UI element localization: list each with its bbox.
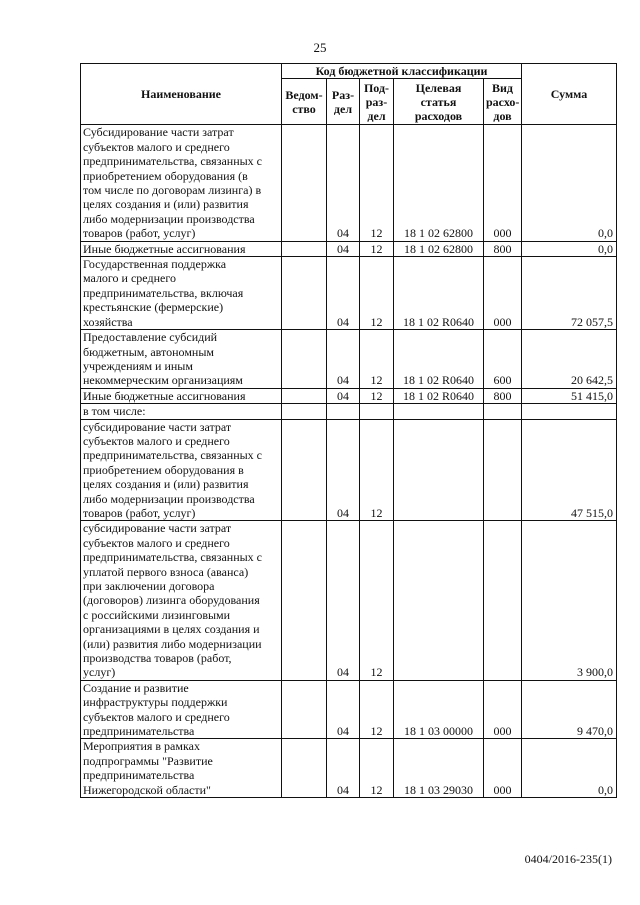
- table-row: [81, 330, 617, 389]
- row-sum: 51 415,0: [522, 388, 617, 403]
- row-statya: 18 1 02 R0640: [394, 257, 484, 330]
- row-sum: 3 900,0: [522, 521, 617, 680]
- row-vedomstvo: [282, 388, 327, 403]
- row-razdel: 04: [327, 241, 360, 256]
- row-vedomstvo: [282, 419, 327, 521]
- row-vedomstvo: [282, 521, 327, 680]
- row-sum: 47 515,0: [522, 419, 617, 521]
- row-statya: 18 1 02 R0640: [394, 388, 484, 403]
- row-vedomstvo: [282, 241, 327, 256]
- row-statya: 18 1 02 62800: [394, 125, 484, 241]
- row-sum: 20 642,5: [522, 330, 617, 389]
- row-name: Создание и развитие инфраструктуры поддержки субъектов малого и среднего предпринимательства: [81, 680, 282, 739]
- row-statya: 18 1 02 R0640: [394, 330, 484, 389]
- header-name: Наименование: [81, 64, 282, 125]
- row-vid: 800: [484, 388, 522, 403]
- table-row: [81, 680, 617, 739]
- row-statya: [394, 521, 484, 680]
- row-vid: 000: [484, 680, 522, 739]
- row-sum: 0,0: [522, 125, 617, 241]
- row-razdel: 04: [327, 680, 360, 739]
- table-row: [81, 404, 617, 419]
- row-podrazdel: [360, 404, 394, 419]
- header-statya: Целевая статья расходов: [394, 79, 484, 125]
- row-vid: 800: [484, 241, 522, 256]
- row-razdel: [327, 404, 360, 419]
- row-name: Иные бюджетные ассигнования: [81, 388, 282, 403]
- row-statya: 18 1 02 62800: [394, 241, 484, 256]
- row-vid: [484, 404, 522, 419]
- header-budget-code: Код бюджетной классификации: [282, 64, 522, 79]
- row-name: субсидирование части затрат субъектов малого и среднего предпринимательства, связанных с приобретением оборудования в целях создания и (или) развития либо модернизации производства товаров (работ, услуг): [81, 419, 282, 521]
- header-vid: Вид расхо- дов: [484, 79, 522, 125]
- row-razdel: 04: [327, 521, 360, 680]
- row-podrazdel: 12: [360, 388, 394, 403]
- row-statya: 18 1 03 00000: [394, 680, 484, 739]
- row-sum: 0,0: [522, 241, 617, 256]
- row-sum: 9 470,0: [522, 680, 617, 739]
- row-razdel: 04: [327, 739, 360, 798]
- document-code: 0404/2016-235(1): [524, 852, 612, 866]
- row-podrazdel: 12: [360, 521, 394, 680]
- row-vedomstvo: [282, 404, 327, 419]
- header-razdel: Раз- дел: [327, 79, 360, 125]
- table-row: [81, 125, 617, 241]
- table-row: [81, 241, 617, 256]
- header-vedomstvo: Ведом- ство: [282, 79, 327, 125]
- row-statya: [394, 419, 484, 521]
- row-podrazdel: 12: [360, 125, 394, 241]
- row-razdel: 04: [327, 125, 360, 241]
- row-sum: [522, 404, 617, 419]
- budget-table: [80, 63, 617, 798]
- row-podrazdel: 12: [360, 330, 394, 389]
- row-name: Государственная поддержка малого и среднего предпринимательства, включая крестьянские (фермерские) хозяйства: [81, 257, 282, 330]
- row-name: Мероприятия в рамках подпрограммы "Развитие предпринимательства Нижегородской области": [81, 739, 282, 798]
- row-podrazdel: 12: [360, 419, 394, 521]
- row-vedomstvo: [282, 739, 327, 798]
- row-vid: [484, 419, 522, 521]
- row-statya: 18 1 03 29030: [394, 739, 484, 798]
- row-vid: 600: [484, 330, 522, 389]
- header-podrazdel: Под- раз- дел: [360, 79, 394, 125]
- row-razdel: 04: [327, 388, 360, 403]
- row-name: Предоставление субсидий бюджетным, автономным учреждениям и иным некоммерческим организациям: [81, 330, 282, 389]
- row-razdel: 04: [327, 257, 360, 330]
- table-body: [81, 125, 617, 798]
- row-podrazdel: 12: [360, 739, 394, 798]
- row-vedomstvo: [282, 330, 327, 389]
- row-sum: 0,0: [522, 739, 617, 798]
- row-podrazdel: 12: [360, 241, 394, 256]
- row-vedomstvo: [282, 680, 327, 739]
- table-row: [81, 521, 617, 680]
- row-vedomstvo: [282, 257, 327, 330]
- row-podrazdel: 12: [360, 257, 394, 330]
- header-sum: Сумма: [522, 64, 617, 125]
- row-vid: [484, 521, 522, 680]
- row-name: Субсидирование части затрат субъектов малого и среднего предпринимательства, связанных с приобретением оборудования (в том числе по договорам лизинга) в целях создания и (или) развития либо модернизации производства товаров (работ, услуг): [81, 125, 282, 241]
- table-row: [81, 388, 617, 403]
- row-statya: [394, 404, 484, 419]
- table-row: [81, 419, 617, 521]
- row-razdel: 04: [327, 419, 360, 521]
- row-name: Иные бюджетные ассигнования: [81, 241, 282, 256]
- table-row: [81, 257, 617, 330]
- row-razdel: 04: [327, 330, 360, 389]
- row-name: субсидирование части затрат субъектов малого и среднего предпринимательства, связанных с уплатой первого взноса (аванса) при заключении договора (договоров) лизинга оборудования с российскими лизинговыми организациями в целях создания и (или) развития либо модернизации производства товаров (работ, услуг): [81, 521, 282, 680]
- row-name: в том числе:: [81, 404, 282, 419]
- row-podrazdel: 12: [360, 680, 394, 739]
- row-vid: 000: [484, 125, 522, 241]
- row-vid: 000: [484, 739, 522, 798]
- row-vid: 000: [484, 257, 522, 330]
- row-sum: 72 057,5: [522, 257, 617, 330]
- page-number: 25: [313, 40, 327, 55]
- row-vedomstvo: [282, 125, 327, 241]
- table-row: [81, 739, 617, 798]
